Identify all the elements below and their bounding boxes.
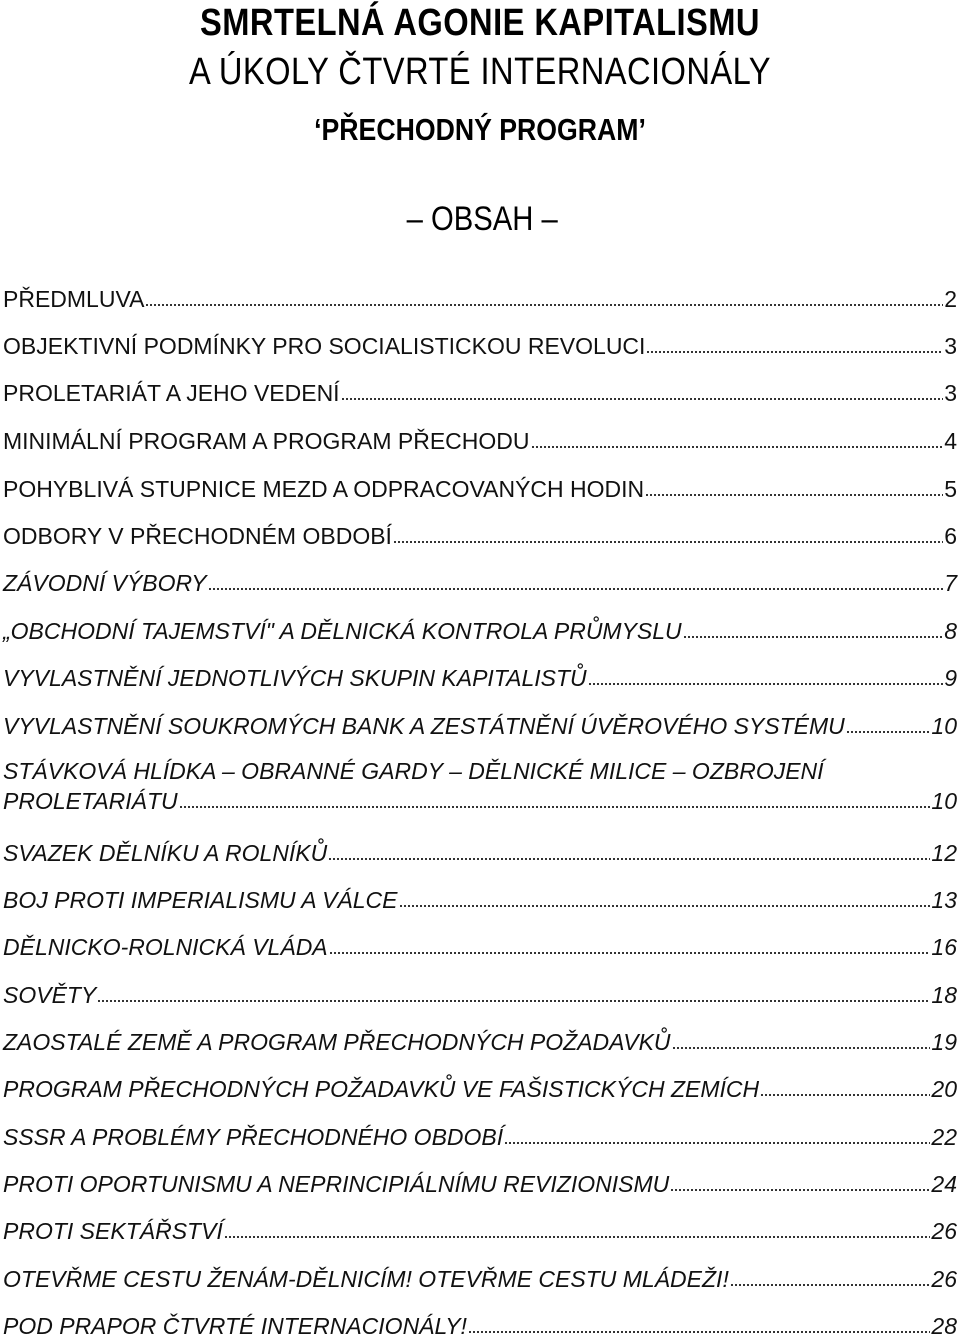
toc-entry-proti-oportunismu[interactable] (3, 1168, 957, 1198)
toc-leader-dots (468, 1312, 930, 1340)
toc-leader-dots (730, 1265, 931, 1293)
toc-entry-page: 12 (931, 840, 957, 866)
toc-entry-pohybliva-stupnice[interactable] (3, 473, 957, 503)
toc-leader-dots (393, 522, 943, 550)
toc-entry-page: 5 (944, 476, 957, 502)
toc-entry-label: MINIMÁLNÍ PROGRAM A PROGRAM PŘECHODU (3, 428, 530, 454)
toc-entry-sssr[interactable] (3, 1121, 957, 1151)
toc-leader-dots (670, 1170, 930, 1198)
toc-entry-zavodni-vybory[interactable] (3, 567, 957, 597)
toc-entry-label: PROLETARIÁT A JEHO VEDENÍ (3, 380, 340, 406)
toc-entry-minimalni-program[interactable] (3, 425, 957, 455)
toc-entry-label: PŘEDMLUVA (3, 286, 145, 312)
title-line-3: ‘PŘECHODNÝ PROGRAM’ (314, 112, 646, 147)
toc-entry-page: 18 (931, 982, 957, 1008)
toc-entry-fasisticke-zeme[interactable] (3, 1073, 957, 1103)
toc-entry-page: 10 (931, 788, 957, 814)
toc-entry-page: 2 (944, 286, 957, 312)
toc-entry-label: VYVLASTNĚNÍ JEDNOTLIVÝCH SKUPIN KAPITALISTŮ (3, 665, 587, 691)
toc-leader-dots (224, 1217, 931, 1245)
toc-entry-label: PROGRAM PŘECHODNÝCH POŽADAVKŮ VE FAŠISTICKÝCH ZEMÍCH (3, 1076, 760, 1102)
toc-entry-page: 19 (931, 1029, 957, 1055)
toc-entry-vyvlastneni-bank[interactable] (3, 710, 957, 740)
toc-leader-dots (588, 664, 944, 692)
toc-leader-dots (683, 617, 944, 645)
toc-entry-page: 3 (944, 333, 957, 359)
toc-entry-page: 28 (931, 1313, 957, 1339)
toc-leader-dots (341, 379, 944, 407)
toc-entry-otevrme-cestu[interactable] (3, 1263, 957, 1293)
toc-leader-dots (329, 933, 931, 961)
toc-entry-label: ZAOSTALÉ ZEMĚ A PROGRAM PŘECHODNÝCH POŽADAVKŮ (3, 1029, 671, 1055)
toc-leader-dots (328, 839, 930, 867)
toc-entry-label: POD PRAPOR ČTVRTÉ INTERNACIONÁLY! (3, 1313, 467, 1339)
toc-leader-dots (846, 712, 931, 740)
toc-leader-dots (97, 981, 930, 1009)
toc-entry-label: DĚLNICKO-ROLNICKÁ VLÁDA (3, 934, 328, 960)
toc-entry-obchodni-tajemstvi[interactable] (3, 615, 957, 645)
toc-entry-page: 26 (931, 1218, 957, 1244)
toc-entry-label: POHYBLIVÁ STUPNICE MEZD A ODPRACOVANÝCH HODIN (3, 476, 645, 502)
toc-entry-page: 24 (931, 1171, 957, 1197)
toc-leader-dots (760, 1075, 930, 1103)
toc-entry-page: 13 (931, 887, 957, 913)
toc-entry-page: 20 (931, 1076, 957, 1102)
toc-entry-page: 6 (944, 523, 957, 549)
toc-leader-dots (646, 332, 943, 360)
toc-entry-label: SSSR A PROBLÉMY PŘECHODNÉHO OBDOBÍ (3, 1124, 504, 1150)
toc-entry-label: OTEVŘME CESTU ŽENÁM-DĚLNICÍM! OTEVŘME CESTU MLÁDEŽI! (3, 1266, 729, 1292)
toc-entry-label: VYVLASTNĚNÍ SOUKROMÝCH BANK A ZESTÁTNĚNÍ ÚVĚROVÉHO SYSTÉMU (3, 713, 845, 739)
toc-entry-svazek[interactable] (3, 837, 957, 867)
title-line-2: A ÚKOLY ČTVRTÉ INTERNACIONÁLY (188, 51, 772, 93)
toc-entry-objektivni-podminky[interactable] (3, 330, 957, 360)
toc-entry-pod-prapor[interactable] (3, 1310, 957, 1340)
toc-entry-page: 16 (931, 934, 957, 960)
toc-leader-dots (179, 787, 931, 815)
toc-heading: – OBSAH – (406, 200, 558, 238)
toc-entry-label: ODBORY V PŘECHODNÉM OBDOBÍ (3, 523, 392, 549)
toc-entry-page: 9 (944, 665, 957, 691)
toc-entry-page: 10 (931, 713, 957, 739)
toc-entry-vyvlastneni-skupin[interactable] (3, 662, 957, 692)
toc-entry-page: 8 (944, 618, 957, 644)
toc-entry-sovety[interactable] (3, 979, 957, 1009)
toc-entry-label: „OBCHODNÍ TAJEMSTVÍ" A DĚLNICKÁ KONTROLA PRŮMYSLU (3, 618, 682, 644)
toc-entry-page: 3 (944, 380, 957, 406)
toc-leader-dots (672, 1028, 931, 1056)
toc-entry-page: 7 (944, 570, 957, 596)
title-line-1: SMRTELNÁ AGONIE KAPITALISMU (200, 2, 760, 44)
toc-entry-label: SVAZEK DĚLNÍKU A ROLNÍKŮ (3, 840, 328, 866)
toc-entry-proletariat[interactable] (3, 377, 957, 407)
toc-entry-label: STÁVKOVÁ HLÍDKA – OBRANNÉ GARDY – DĚLNICKÉ MILICE – OZBROJENÍ (3, 758, 824, 784)
toc-entry-predmluva[interactable] (3, 283, 957, 313)
toc-leader-dots (145, 285, 943, 313)
toc-entry-label: ZÁVODNÍ VÝBORY (3, 570, 207, 596)
toc-entry-proti-sektarstvi[interactable] (3, 1215, 957, 1245)
toc-entry-label-continued: PROLETARIÁTU (3, 788, 178, 814)
toc-leader-dots (531, 427, 944, 455)
toc-entry-page: 4 (944, 428, 957, 454)
toc-entry-page: 22 (931, 1124, 957, 1150)
toc-entry-label: PROTI SEKTÁŘSTVÍ (3, 1218, 223, 1244)
toc-leader-dots (399, 886, 931, 914)
toc-entry-boj-proti-imperialismu[interactable] (3, 884, 957, 914)
toc-entry-label: BOJ PROTI IMPERIALISMU A VÁLCE (3, 887, 398, 913)
toc-entry-label: PROTI OPORTUNISMU A NEPRINCIPIÁLNÍMU REVIZIONISMU (3, 1171, 670, 1197)
toc-entry-delnicko-rolnicka-vlada[interactable] (3, 931, 957, 961)
toc-leader-dots (504, 1123, 930, 1151)
toc-entry-label: SOVĚTY (3, 982, 97, 1008)
toc-leader-dots (208, 569, 944, 597)
toc-entry-odbory[interactable] (3, 520, 957, 550)
toc-entry-stavkova-hlidka[interactable] (3, 757, 957, 819)
toc-leader-dots (645, 475, 943, 503)
toc-entry-zaostale-zeme[interactable] (3, 1026, 957, 1056)
toc-entry-label: OBJEKTIVNÍ PODMÍNKY PRO SOCIALISTICKOU REVOLUCI (3, 333, 646, 359)
toc-entry-page: 26 (931, 1266, 957, 1292)
